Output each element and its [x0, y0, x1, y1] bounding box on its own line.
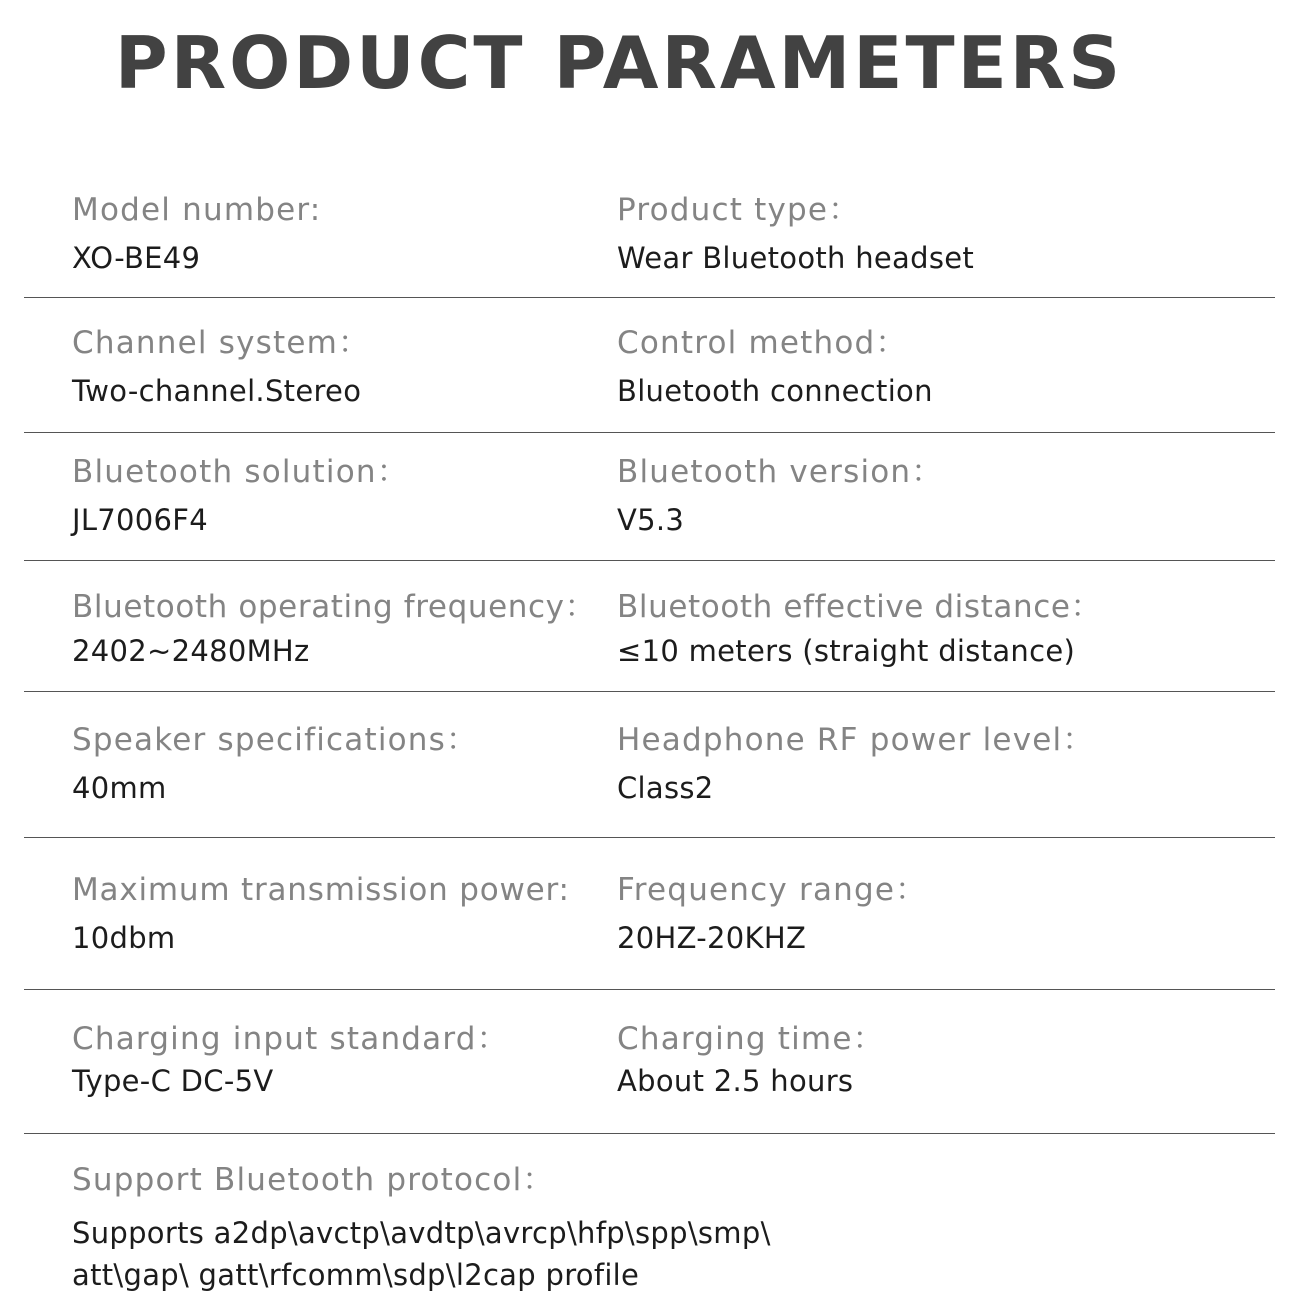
param-label: Channel system： — [72, 325, 371, 361]
param-value: Class2 — [617, 771, 714, 805]
param-value: 2402~2480MHz — [72, 634, 310, 668]
row-divider — [24, 691, 1275, 692]
param-frequency-range — [617, 870, 927, 958]
param-label: Bluetooth effective distance： — [617, 589, 1103, 625]
param-charging-time — [617, 1019, 885, 1101]
param-value: Wear Bluetooth headset — [617, 241, 975, 275]
row-divider — [24, 1133, 1275, 1134]
row-divider — [24, 837, 1275, 838]
protocol-line: att\gap\ gatt\rfcomm\sdp\l2cap profile — [72, 1258, 640, 1292]
param-model-number — [72, 190, 321, 278]
param-channel-system — [72, 323, 370, 411]
param-label: Charging input standard： — [72, 1021, 509, 1057]
param-operating-frequency — [72, 587, 596, 671]
param-label: Maximum transmission power: — [72, 872, 570, 908]
page-title: PRODUCT PARAMETERS — [114, 21, 1124, 105]
param-bluetooth-protocol — [72, 1160, 1272, 1296]
param-value: About 2.5 hours — [617, 1064, 854, 1098]
param-speaker-specifications — [72, 720, 478, 808]
row-divider — [24, 560, 1275, 561]
row-divider — [24, 989, 1275, 990]
param-label: Bluetooth version： — [617, 454, 944, 490]
param-value: Two-channel.Stereo — [72, 374, 362, 408]
param-label: Bluetooth operating frequency： — [72, 589, 597, 625]
param-label: Speaker specifications： — [72, 722, 479, 758]
param-control-method — [617, 323, 933, 411]
param-product-type — [617, 190, 974, 278]
param-value: 40mm — [72, 771, 167, 805]
param-label: Product type： — [617, 192, 861, 228]
param-bluetooth-solution — [72, 452, 409, 540]
param-value: JL7006F4 — [72, 503, 209, 537]
param-label: Support Bluetooth protocol： — [72, 1162, 555, 1198]
row-divider — [24, 297, 1275, 298]
param-value: Bluetooth connection — [617, 374, 933, 408]
param-value: V5.3 — [617, 503, 685, 537]
row-divider — [24, 432, 1275, 433]
param-label: Model number: — [72, 192, 322, 228]
param-value: Type-C DC-5V — [72, 1064, 274, 1098]
param-max-transmission-power — [72, 870, 570, 958]
param-value: 20HZ-20KHZ — [617, 921, 807, 955]
protocol-line: Supports a2dp\avctp\avdtp\avrcp\hfp\spp\smp\ — [72, 1216, 771, 1250]
param-label: Bluetooth solution： — [72, 454, 409, 490]
param-value: XO-BE49 — [72, 241, 201, 275]
param-label: Control method： — [617, 325, 908, 361]
param-value: ≤10 meters (straight distance) — [617, 634, 1076, 668]
param-charging-input — [72, 1019, 509, 1101]
param-label: Charging time： — [617, 1021, 885, 1057]
param-label: Frequency range： — [617, 872, 928, 908]
param-value — [72, 1212, 1272, 1296]
param-rf-power-level — [617, 720, 1095, 808]
param-value: 10dbm — [72, 921, 176, 955]
param-label: Headphone RF power level： — [617, 722, 1095, 758]
param-bluetooth-version — [617, 452, 943, 540]
param-effective-distance — [617, 587, 1102, 671]
